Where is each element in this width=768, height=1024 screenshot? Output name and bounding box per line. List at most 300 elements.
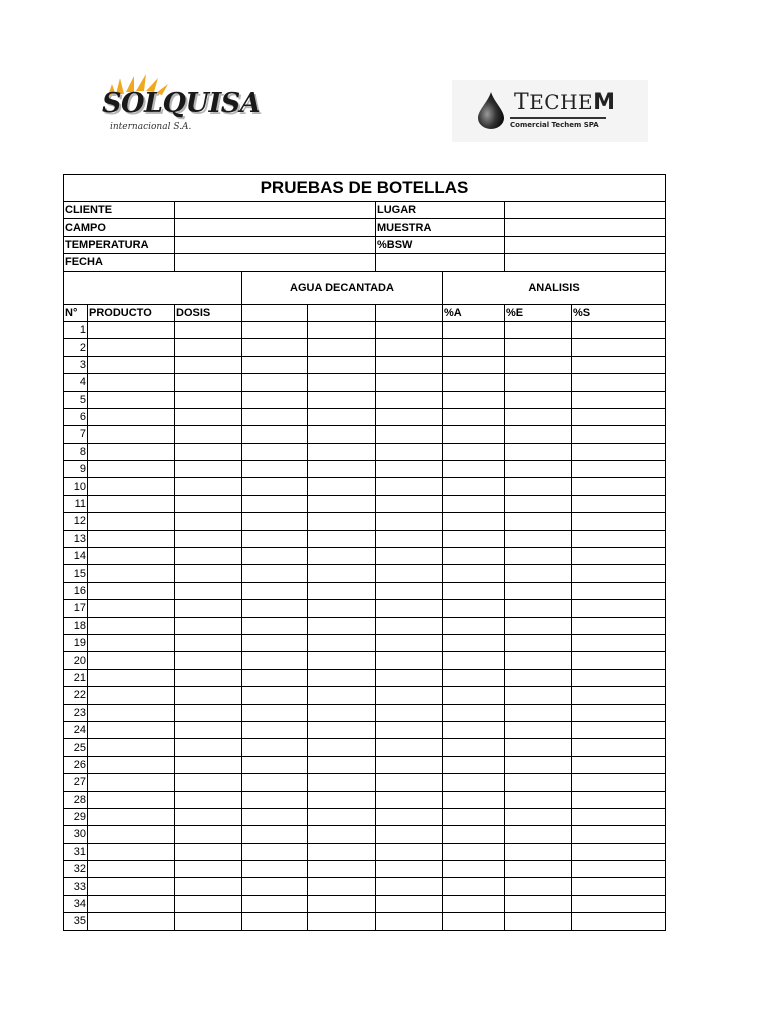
producto-cell[interactable] — [88, 861, 175, 878]
agua-2-cell[interactable] — [308, 600, 376, 617]
row-number: 21 — [64, 669, 88, 686]
pct-s-cell[interactable] — [572, 669, 666, 686]
pct-e-cell[interactable] — [505, 878, 572, 895]
pct-s-cell[interactable] — [572, 461, 666, 478]
dosis-cell[interactable] — [175, 843, 242, 860]
pct-a-cell[interactable] — [443, 321, 505, 338]
agua-1-cell[interactable] — [242, 721, 308, 738]
pct-a-cell[interactable] — [443, 826, 505, 843]
dosis-cell[interactable] — [175, 461, 242, 478]
agua-3-cell[interactable] — [376, 791, 443, 808]
pct-e-cell[interactable] — [505, 808, 572, 825]
agua-2-cell[interactable] — [308, 687, 376, 704]
producto-cell[interactable] — [88, 374, 175, 391]
agua-2-cell[interactable] — [308, 356, 376, 373]
pct-s-cell[interactable] — [572, 443, 666, 460]
dosis-cell[interactable] — [175, 617, 242, 634]
pct-e-cell[interactable] — [505, 774, 572, 791]
agua-1-cell[interactable] — [242, 878, 308, 895]
producto-cell[interactable] — [88, 808, 175, 825]
field-label-temperatura: TEMPERATURA — [64, 236, 175, 253]
pct-e-cell[interactable] — [505, 861, 572, 878]
pct-e-cell[interactable] — [505, 704, 572, 721]
field-value-campo[interactable] — [175, 219, 376, 236]
producto-cell[interactable] — [88, 530, 175, 547]
agua-2-cell[interactable] — [308, 652, 376, 669]
field-value-lugar[interactable] — [505, 202, 666, 219]
pct-a-cell[interactable] — [443, 704, 505, 721]
pct-a-cell[interactable] — [443, 495, 505, 512]
pct-s-cell[interactable] — [572, 721, 666, 738]
agua-2-cell[interactable] — [308, 861, 376, 878]
agua-1-cell[interactable] — [242, 339, 308, 356]
pct-e-cell[interactable] — [505, 634, 572, 651]
dosis-cell[interactable] — [175, 513, 242, 530]
producto-cell[interactable] — [88, 826, 175, 843]
pct-s-cell[interactable] — [572, 739, 666, 756]
column-header-row — [64, 304, 666, 321]
producto-cell[interactable] — [88, 721, 175, 738]
agua-2-cell[interactable] — [308, 408, 376, 425]
pct-a-cell[interactable] — [443, 548, 505, 565]
dosis-cell[interactable] — [175, 495, 242, 512]
pct-a-cell[interactable] — [443, 652, 505, 669]
agua-2-cell[interactable] — [308, 548, 376, 565]
agua-1-cell[interactable] — [242, 513, 308, 530]
producto-cell[interactable] — [88, 513, 175, 530]
pct-a-cell[interactable] — [443, 739, 505, 756]
pct-s-cell[interactable] — [572, 634, 666, 651]
field-value-temperatura[interactable] — [175, 236, 376, 253]
dosis-cell[interactable] — [175, 791, 242, 808]
producto-cell[interactable] — [88, 548, 175, 565]
agua-3-cell[interactable] — [376, 426, 443, 443]
agua-3-cell[interactable] — [376, 443, 443, 460]
field-value-cliente[interactable] — [175, 202, 376, 219]
pct-a-cell[interactable] — [443, 443, 505, 460]
agua-2-cell[interactable] — [308, 721, 376, 738]
producto-cell[interactable] — [88, 652, 175, 669]
pct-a-cell[interactable] — [443, 513, 505, 530]
pct-e-cell[interactable] — [505, 391, 572, 408]
pct-s-cell[interactable] — [572, 513, 666, 530]
pct-s-cell[interactable] — [572, 861, 666, 878]
agua-3-cell[interactable] — [376, 669, 443, 686]
producto-cell[interactable] — [88, 339, 175, 356]
dosis-cell[interactable] — [175, 565, 242, 582]
pct-e-cell[interactable] — [505, 756, 572, 773]
agua-3-cell[interactable] — [376, 861, 443, 878]
pct-a-cell[interactable] — [443, 617, 505, 634]
agua-2-cell[interactable] — [308, 878, 376, 895]
agua-3-cell[interactable] — [376, 391, 443, 408]
pct-e-cell[interactable] — [505, 548, 572, 565]
producto-cell[interactable] — [88, 913, 175, 930]
agua-1-cell[interactable] — [242, 374, 308, 391]
pct-e-cell[interactable] — [505, 687, 572, 704]
producto-cell[interactable] — [88, 704, 175, 721]
agua-2-cell[interactable] — [308, 582, 376, 599]
dosis-cell[interactable] — [175, 356, 242, 373]
agua-3-cell[interactable] — [376, 895, 443, 912]
agua-3-cell[interactable] — [376, 652, 443, 669]
pct-e-cell[interactable] — [505, 895, 572, 912]
dosis-cell[interactable] — [175, 721, 242, 738]
agua-2-cell[interactable] — [308, 339, 376, 356]
pct-e-cell[interactable] — [505, 513, 572, 530]
producto-cell[interactable] — [88, 634, 175, 651]
agua-3-cell[interactable] — [376, 634, 443, 651]
agua-2-cell[interactable] — [308, 495, 376, 512]
pct-s-cell[interactable] — [572, 530, 666, 547]
dosis-cell[interactable] — [175, 634, 242, 651]
dosis-cell[interactable] — [175, 426, 242, 443]
agua-3-cell[interactable] — [376, 808, 443, 825]
agua-1-cell[interactable] — [242, 478, 308, 495]
producto-cell[interactable] — [88, 443, 175, 460]
pct-e-cell[interactable] — [505, 478, 572, 495]
pct-s-cell[interactable] — [572, 321, 666, 338]
agua-3-cell[interactable] — [376, 774, 443, 791]
pct-a-cell[interactable] — [443, 426, 505, 443]
agua-3-cell[interactable] — [376, 495, 443, 512]
pct-s-cell[interactable] — [572, 652, 666, 669]
row-number: 1 — [64, 321, 88, 338]
pct-e-cell[interactable] — [505, 582, 572, 599]
pct-e-cell[interactable] — [505, 356, 572, 373]
table-row — [64, 582, 666, 599]
producto-cell[interactable] — [88, 426, 175, 443]
agua-2-cell[interactable] — [308, 669, 376, 686]
dosis-cell[interactable] — [175, 582, 242, 599]
field-label-cliente: CLIENTE — [64, 202, 175, 219]
producto-cell[interactable] — [88, 617, 175, 634]
dosis-cell[interactable] — [175, 756, 242, 773]
agua-1-cell[interactable] — [242, 843, 308, 860]
pct-e-cell[interactable] — [505, 565, 572, 582]
pct-s-cell[interactable] — [572, 582, 666, 599]
producto-cell[interactable] — [88, 408, 175, 425]
agua-1-cell[interactable] — [242, 600, 308, 617]
agua-2-cell[interactable] — [308, 443, 376, 460]
table-row — [64, 443, 666, 460]
pct-a-cell[interactable] — [443, 669, 505, 686]
pct-s-cell[interactable] — [572, 426, 666, 443]
dosis-cell[interactable] — [175, 669, 242, 686]
pct-a-cell[interactable] — [443, 478, 505, 495]
pct-a-cell[interactable] — [443, 756, 505, 773]
producto-cell[interactable] — [88, 739, 175, 756]
pct-a-cell[interactable] — [443, 582, 505, 599]
producto-cell[interactable] — [88, 582, 175, 599]
producto-cell[interactable] — [88, 495, 175, 512]
producto-cell[interactable] — [88, 391, 175, 408]
pct-s-cell[interactable] — [572, 843, 666, 860]
producto-cell[interactable] — [88, 565, 175, 582]
pct-a-cell[interactable] — [443, 808, 505, 825]
agua-3-cell[interactable] — [376, 513, 443, 530]
agua-3-cell[interactable] — [376, 356, 443, 373]
producto-cell[interactable] — [88, 756, 175, 773]
techem-wordmark: TECHEM — [514, 90, 616, 115]
producto-cell[interactable] — [88, 478, 175, 495]
agua-2-cell[interactable] — [308, 321, 376, 338]
agua-3-cell[interactable] — [376, 826, 443, 843]
dosis-cell[interactable] — [175, 652, 242, 669]
dosis-cell[interactable] — [175, 548, 242, 565]
pct-s-cell[interactable] — [572, 374, 666, 391]
agua-2-cell[interactable] — [308, 461, 376, 478]
pct-e-cell[interactable] — [505, 843, 572, 860]
dosis-cell[interactable] — [175, 530, 242, 547]
pct-s-cell[interactable] — [572, 687, 666, 704]
agua-3-cell[interactable] — [376, 617, 443, 634]
agua-3-cell[interactable] — [376, 721, 443, 738]
pct-s-cell[interactable] — [572, 565, 666, 582]
agua-2-cell[interactable] — [308, 791, 376, 808]
bottle-test-form — [63, 174, 666, 931]
agua-1-cell[interactable] — [242, 530, 308, 547]
pct-s-cell[interactable] — [572, 356, 666, 373]
agua-1-cell[interactable] — [242, 548, 308, 565]
pct-s-cell[interactable] — [572, 617, 666, 634]
field-value-muestra[interactable] — [505, 219, 666, 236]
pct-s-cell[interactable] — [572, 756, 666, 773]
row-number: 8 — [64, 443, 88, 460]
agua-3-cell[interactable] — [376, 739, 443, 756]
dosis-cell[interactable] — [175, 826, 242, 843]
row-number: 19 — [64, 634, 88, 651]
pct-s-cell[interactable] — [572, 391, 666, 408]
agua-3-cell[interactable] — [376, 374, 443, 391]
dosis-cell[interactable] — [175, 704, 242, 721]
agua-1-cell[interactable] — [242, 321, 308, 338]
pct-s-cell[interactable] — [572, 895, 666, 912]
agua-2-cell[interactable] — [308, 391, 376, 408]
pct-e-cell[interactable] — [505, 617, 572, 634]
pct-s-cell[interactable] — [572, 339, 666, 356]
pct-a-cell[interactable] — [443, 774, 505, 791]
field-value-bsw[interactable] — [505, 236, 666, 253]
agua-3-cell[interactable] — [376, 565, 443, 582]
pct-s-cell[interactable] — [572, 495, 666, 512]
dosis-cell[interactable] — [175, 687, 242, 704]
agua-2-cell[interactable] — [308, 704, 376, 721]
agua-3-cell[interactable] — [376, 600, 443, 617]
agua-1-cell[interactable] — [242, 356, 308, 373]
agua-3-cell[interactable] — [376, 321, 443, 338]
agua-2-cell[interactable] — [308, 913, 376, 930]
dosis-cell[interactable] — [175, 878, 242, 895]
pct-a-cell[interactable] — [443, 913, 505, 930]
agua-2-cell[interactable] — [308, 808, 376, 825]
pct-e-cell[interactable] — [505, 791, 572, 808]
field-value-empty[interactable] — [505, 254, 666, 271]
pct-a-cell[interactable] — [443, 861, 505, 878]
dosis-cell[interactable] — [175, 374, 242, 391]
pct-s-cell[interactable] — [572, 826, 666, 843]
agua-3-cell[interactable] — [376, 548, 443, 565]
pct-s-cell[interactable] — [572, 478, 666, 495]
dosis-cell[interactable] — [175, 443, 242, 460]
dosis-cell[interactable] — [175, 739, 242, 756]
agua-1-cell[interactable] — [242, 791, 308, 808]
agua-2-cell[interactable] — [308, 617, 376, 634]
agua-2-cell[interactable] — [308, 774, 376, 791]
dosis-cell[interactable] — [175, 339, 242, 356]
producto-cell[interactable] — [88, 461, 175, 478]
pct-a-cell[interactable] — [443, 634, 505, 651]
agua-1-cell[interactable] — [242, 652, 308, 669]
agua-1-cell[interactable] — [242, 895, 308, 912]
producto-cell[interactable] — [88, 356, 175, 373]
agua-3-cell[interactable] — [376, 408, 443, 425]
dosis-cell[interactable] — [175, 408, 242, 425]
pct-s-cell[interactable] — [572, 791, 666, 808]
producto-cell[interactable] — [88, 843, 175, 860]
pct-s-cell[interactable] — [572, 548, 666, 565]
row-number: 17 — [64, 600, 88, 617]
agua-1-cell[interactable] — [242, 565, 308, 582]
agua-1-cell[interactable] — [242, 617, 308, 634]
agua-3-cell[interactable] — [376, 913, 443, 930]
dosis-cell[interactable] — [175, 808, 242, 825]
pct-s-cell[interactable] — [572, 704, 666, 721]
agua-2-cell[interactable] — [308, 374, 376, 391]
agua-3-cell[interactable] — [376, 478, 443, 495]
agua-1-cell[interactable] — [242, 634, 308, 651]
pct-e-cell[interactable] — [505, 530, 572, 547]
dosis-cell[interactable] — [175, 600, 242, 617]
agua-1-cell[interactable] — [242, 739, 308, 756]
agua-1-cell[interactable] — [242, 669, 308, 686]
pct-e-cell[interactable] — [505, 652, 572, 669]
pct-e-cell[interactable] — [505, 721, 572, 738]
dosis-cell[interactable] — [175, 895, 242, 912]
pct-s-cell[interactable] — [572, 408, 666, 425]
pct-s-cell[interactable] — [572, 774, 666, 791]
pct-a-cell[interactable] — [443, 530, 505, 547]
agua-2-cell[interactable] — [308, 513, 376, 530]
agua-3-cell[interactable] — [376, 843, 443, 860]
pct-e-cell[interactable] — [505, 443, 572, 460]
pct-s-cell[interactable] — [572, 600, 666, 617]
dosis-cell[interactable] — [175, 321, 242, 338]
agua-1-cell[interactable] — [242, 391, 308, 408]
agua-1-cell[interactable] — [242, 826, 308, 843]
pct-a-cell[interactable] — [443, 356, 505, 373]
producto-cell[interactable] — [88, 687, 175, 704]
pct-a-cell[interactable] — [443, 461, 505, 478]
agua-3-cell[interactable] — [376, 878, 443, 895]
agua-2-cell[interactable] — [308, 739, 376, 756]
agua-1-cell[interactable] — [242, 756, 308, 773]
pct-a-cell[interactable] — [443, 878, 505, 895]
pct-e-cell[interactable] — [505, 913, 572, 930]
pct-e-cell[interactable] — [505, 321, 572, 338]
agua-3-cell[interactable] — [376, 756, 443, 773]
agua-1-cell[interactable] — [242, 461, 308, 478]
agua-1-cell[interactable] — [242, 808, 308, 825]
agua-2-cell[interactable] — [308, 843, 376, 860]
pct-a-cell[interactable] — [443, 339, 505, 356]
agua-2-cell[interactable] — [308, 634, 376, 651]
agua-3-cell[interactable] — [376, 704, 443, 721]
agua-2-cell[interactable] — [308, 478, 376, 495]
agua-2-cell[interactable] — [308, 530, 376, 547]
pct-e-cell[interactable] — [505, 339, 572, 356]
pct-a-cell[interactable] — [443, 843, 505, 860]
dosis-cell[interactable] — [175, 913, 242, 930]
pct-e-cell[interactable] — [505, 461, 572, 478]
producto-cell[interactable] — [88, 600, 175, 617]
agua-3-cell[interactable] — [376, 530, 443, 547]
dosis-cell[interactable] — [175, 774, 242, 791]
agua-1-cell[interactable] — [242, 495, 308, 512]
agua-1-cell[interactable] — [242, 704, 308, 721]
agua-1-cell[interactable] — [242, 408, 308, 425]
agua-1-cell[interactable] — [242, 913, 308, 930]
pct-a-cell[interactable] — [443, 791, 505, 808]
agua-1-cell[interactable] — [242, 861, 308, 878]
dosis-cell[interactable] — [175, 861, 242, 878]
agua-2-cell[interactable] — [308, 426, 376, 443]
pct-s-cell[interactable] — [572, 913, 666, 930]
pct-a-cell[interactable] — [443, 391, 505, 408]
agua-3-cell[interactable] — [376, 687, 443, 704]
pct-s-cell[interactable] — [572, 808, 666, 825]
agua-2-cell[interactable] — [308, 895, 376, 912]
producto-cell[interactable] — [88, 774, 175, 791]
agua-3-cell[interactable] — [376, 339, 443, 356]
pct-e-cell[interactable] — [505, 426, 572, 443]
pct-e-cell[interactable] — [505, 374, 572, 391]
dosis-cell[interactable] — [175, 478, 242, 495]
pct-a-cell[interactable] — [443, 374, 505, 391]
agua-2-cell[interactable] — [308, 756, 376, 773]
pct-a-cell[interactable] — [443, 565, 505, 582]
agua-2-cell[interactable] — [308, 565, 376, 582]
pct-a-cell[interactable] — [443, 687, 505, 704]
producto-cell[interactable] — [88, 321, 175, 338]
pct-a-cell[interactable] — [443, 895, 505, 912]
agua-1-cell[interactable] — [242, 426, 308, 443]
pct-e-cell[interactable] — [505, 495, 572, 512]
producto-cell[interactable] — [88, 895, 175, 912]
dosis-cell[interactable] — [175, 391, 242, 408]
agua-1-cell[interactable] — [242, 443, 308, 460]
agua-3-cell[interactable] — [376, 582, 443, 599]
pct-s-cell[interactable] — [572, 878, 666, 895]
agua-1-cell[interactable] — [242, 774, 308, 791]
producto-cell[interactable] — [88, 878, 175, 895]
producto-cell[interactable] — [88, 791, 175, 808]
pct-e-cell[interactable] — [505, 669, 572, 686]
producto-cell[interactable] — [88, 669, 175, 686]
agua-2-cell[interactable] — [308, 826, 376, 843]
pct-a-cell[interactable] — [443, 600, 505, 617]
pct-e-cell[interactable] — [505, 826, 572, 843]
pct-e-cell[interactable] — [505, 408, 572, 425]
pct-e-cell[interactable] — [505, 739, 572, 756]
field-value-fecha[interactable] — [175, 254, 376, 271]
pct-a-cell[interactable] — [443, 721, 505, 738]
pct-a-cell[interactable] — [443, 408, 505, 425]
agua-3-cell[interactable] — [376, 461, 443, 478]
pct-e-cell[interactable] — [505, 600, 572, 617]
agua-1-cell[interactable] — [242, 687, 308, 704]
agua-1-cell[interactable] — [242, 582, 308, 599]
